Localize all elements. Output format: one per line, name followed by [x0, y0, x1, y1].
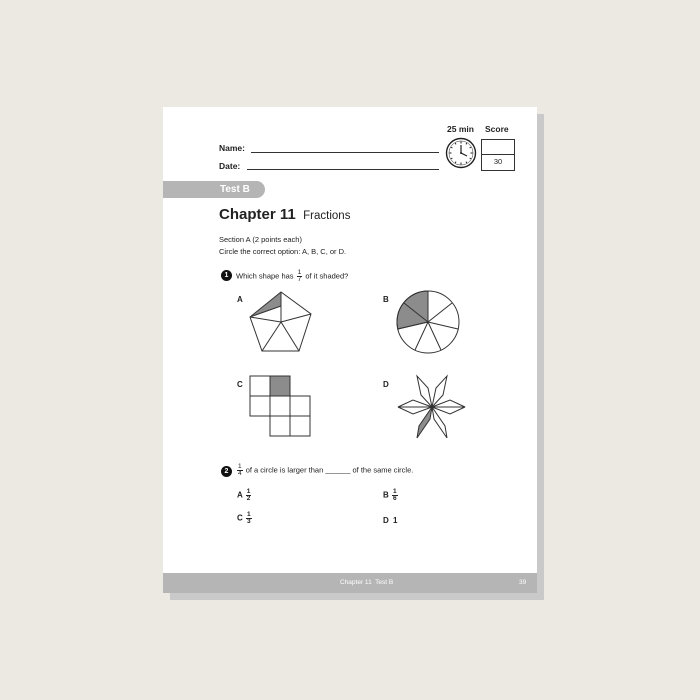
- q1-text-after: of it shaded?: [305, 271, 349, 281]
- question-1-number: 1: [221, 270, 232, 281]
- chapter-title: Fractions: [303, 210, 351, 222]
- section-instruction: Circle the correct option: A, B, C, or D.: [219, 247, 347, 256]
- q2-option-c-fraction: [246, 512, 252, 525]
- q1-option-b-circle[interactable]: [396, 290, 460, 354]
- q2-option-b[interactable]: [383, 489, 399, 502]
- q2-frac-num: 1: [238, 463, 242, 470]
- q2-frac-den: 4: [238, 470, 242, 477]
- q1-option-b-label[interactable]: B: [383, 295, 389, 304]
- q2-text-mid: of a circle is larger than: [245, 465, 324, 475]
- q2-option-c[interactable]: [237, 512, 253, 525]
- question-2-text: [236, 464, 413, 477]
- worksheet-page: [163, 107, 537, 593]
- test-tab: [163, 181, 265, 198]
- q1-text-before: Which shape has: [236, 271, 294, 281]
- chapter-number: Chapter 11: [219, 206, 296, 223]
- q2-option-a-den: 2: [246, 495, 251, 502]
- name-field[interactable]: [251, 152, 439, 153]
- chapter-heading: [219, 206, 350, 224]
- q2-option-c-num: 1: [247, 511, 251, 518]
- q1-frac-den: 7: [297, 276, 302, 283]
- date-label: Date:: [219, 161, 241, 171]
- q2-text-after: of the same circle.: [352, 465, 414, 475]
- footer-text: Chapter 11 Test B: [340, 579, 394, 586]
- q2-option-a-num: 1: [246, 488, 251, 495]
- q1-option-c-label[interactable]: C: [237, 380, 243, 389]
- q1-option-a-label[interactable]: A: [237, 295, 243, 304]
- q1-option-d-label[interactable]: D: [383, 380, 389, 389]
- test-tab-label: Test B: [220, 184, 250, 195]
- time-label: 25 min: [447, 124, 474, 134]
- section-title: Section A (2 points each): [219, 235, 302, 244]
- q2-option-d-value: 1: [393, 516, 398, 525]
- page-footer: [163, 573, 537, 593]
- name-label: Name:: [219, 143, 245, 153]
- q2-option-d[interactable]: [383, 516, 397, 525]
- q2-option-c-den: 3: [247, 518, 251, 525]
- page-number: 39: [519, 579, 527, 586]
- score-label: Score: [485, 124, 509, 134]
- date-field[interactable]: [247, 169, 439, 170]
- q1-option-a-pentagon[interactable]: [249, 291, 313, 355]
- q2-option-a[interactable]: [237, 489, 252, 502]
- q2-option-b-den: 6: [393, 495, 397, 502]
- q2-option-d-letter: D: [383, 516, 389, 525]
- q2-option-b-letter: B: [383, 490, 389, 500]
- q2-option-a-fraction: [246, 489, 252, 502]
- q2-fraction: [237, 464, 243, 477]
- q2-blank[interactable]: ______: [325, 465, 351, 475]
- question-2-number: 2: [221, 466, 232, 477]
- q1-fraction: [297, 270, 303, 283]
- score-box[interactable]: [481, 139, 515, 171]
- q1-frac-num: 1: [297, 269, 302, 276]
- clock-icon: [445, 137, 477, 169]
- q2-option-c-letter: C: [237, 513, 243, 523]
- q2-option-b-num: 1: [393, 488, 397, 495]
- question-1-text: [236, 270, 348, 283]
- score-total: 30: [493, 157, 503, 166]
- q1-option-c-grid[interactable]: [249, 375, 311, 439]
- q2-option-a-letter: A: [237, 490, 243, 500]
- q2-option-b-fraction: [392, 489, 398, 502]
- q1-option-d-star[interactable]: [396, 375, 466, 439]
